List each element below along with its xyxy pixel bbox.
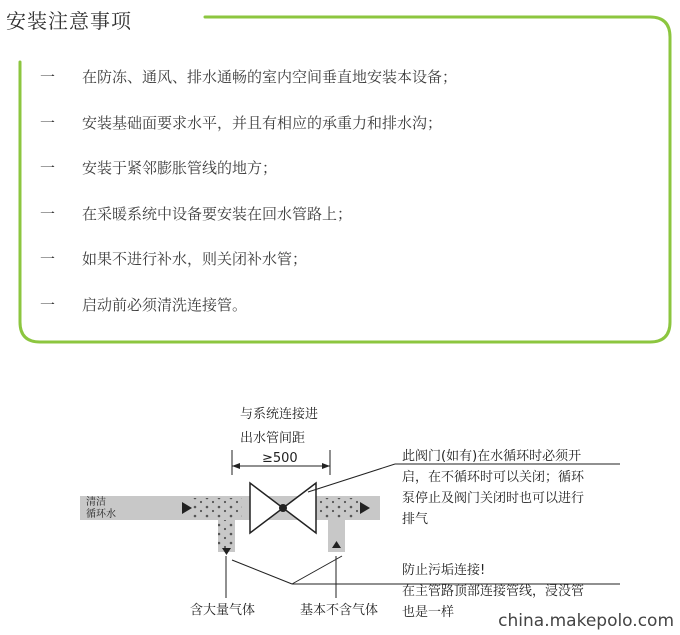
list-item	[40, 203, 457, 225]
dimension-arrow-left	[232, 463, 240, 469]
bullet-dash: 一	[40, 295, 56, 314]
watermark: china.makepolo.com	[498, 611, 674, 631]
list-item	[40, 112, 457, 134]
valve-note-line: 泵停止及阀门关闭时也可以进行	[402, 491, 585, 506]
pollution-note-line: 在主管路顶部连接管线，浸没管	[402, 584, 585, 599]
list-item	[40, 66, 457, 88]
list-item	[40, 294, 457, 316]
air-bubbles-right	[318, 498, 358, 518]
leader-line	[232, 560, 292, 584]
air-bubbles-left	[190, 498, 242, 518]
spacing-label-line2: 出水管间距	[240, 431, 306, 446]
leader-line	[292, 556, 342, 584]
list-item-text: 在采暖系统中设备要安装在回水管路上；	[82, 204, 353, 223]
valve-stem-icon	[279, 504, 287, 512]
list-item-text: 在防冻、通风、排水通畅的室内空间垂直地安装本设备；	[82, 68, 458, 86]
air-bubbles-drop	[218, 520, 235, 550]
list-item-text: 安装基础面要求水平，并且有相应的承重力和排水沟；	[82, 113, 443, 132]
pollution-note-line: 也是一样	[402, 605, 455, 620]
spacing-label-line1: 与系统连接进	[240, 407, 319, 422]
bullet-dash: 一	[40, 159, 56, 177]
notes-list	[40, 66, 457, 339]
list-item	[40, 248, 457, 270]
list-item	[40, 157, 457, 179]
valve-note-line: 此阀门(如有)在水循环时必须开	[402, 449, 582, 464]
list-item-text: 安装于紧邻膨胀管线的地方；	[82, 159, 278, 177]
valve-note	[402, 446, 584, 530]
leader-line	[308, 464, 395, 492]
valve-icon	[250, 483, 283, 533]
bullet-dash: 一	[40, 113, 56, 132]
spacing-value: ≥500	[262, 451, 298, 466]
valve-note-line: 启，在不循环时可以关闭；循环	[402, 470, 585, 485]
pipe-label-line2: 循环水	[86, 509, 116, 520]
valve-note-line: 排气	[402, 512, 429, 527]
pollution-note-line: 防止污垢连接!	[402, 563, 486, 578]
list-item-text: 启动前必须清洗连接管。	[82, 295, 248, 314]
bullet-dash: 一	[40, 204, 56, 223]
pipe-label-line1: 清洁	[86, 497, 106, 508]
bullet-dash: 一	[40, 68, 56, 86]
left-port-label: 含大量气体	[190, 603, 256, 618]
section-title: 安装注意事项	[6, 9, 132, 33]
list-item-text: 如果不进行补水，则关闭补水管；	[82, 250, 308, 268]
dimension-arrow-right	[322, 463, 330, 469]
right-port-label: 基本不含气体	[300, 603, 379, 618]
bullet-dash: 一	[40, 250, 56, 268]
